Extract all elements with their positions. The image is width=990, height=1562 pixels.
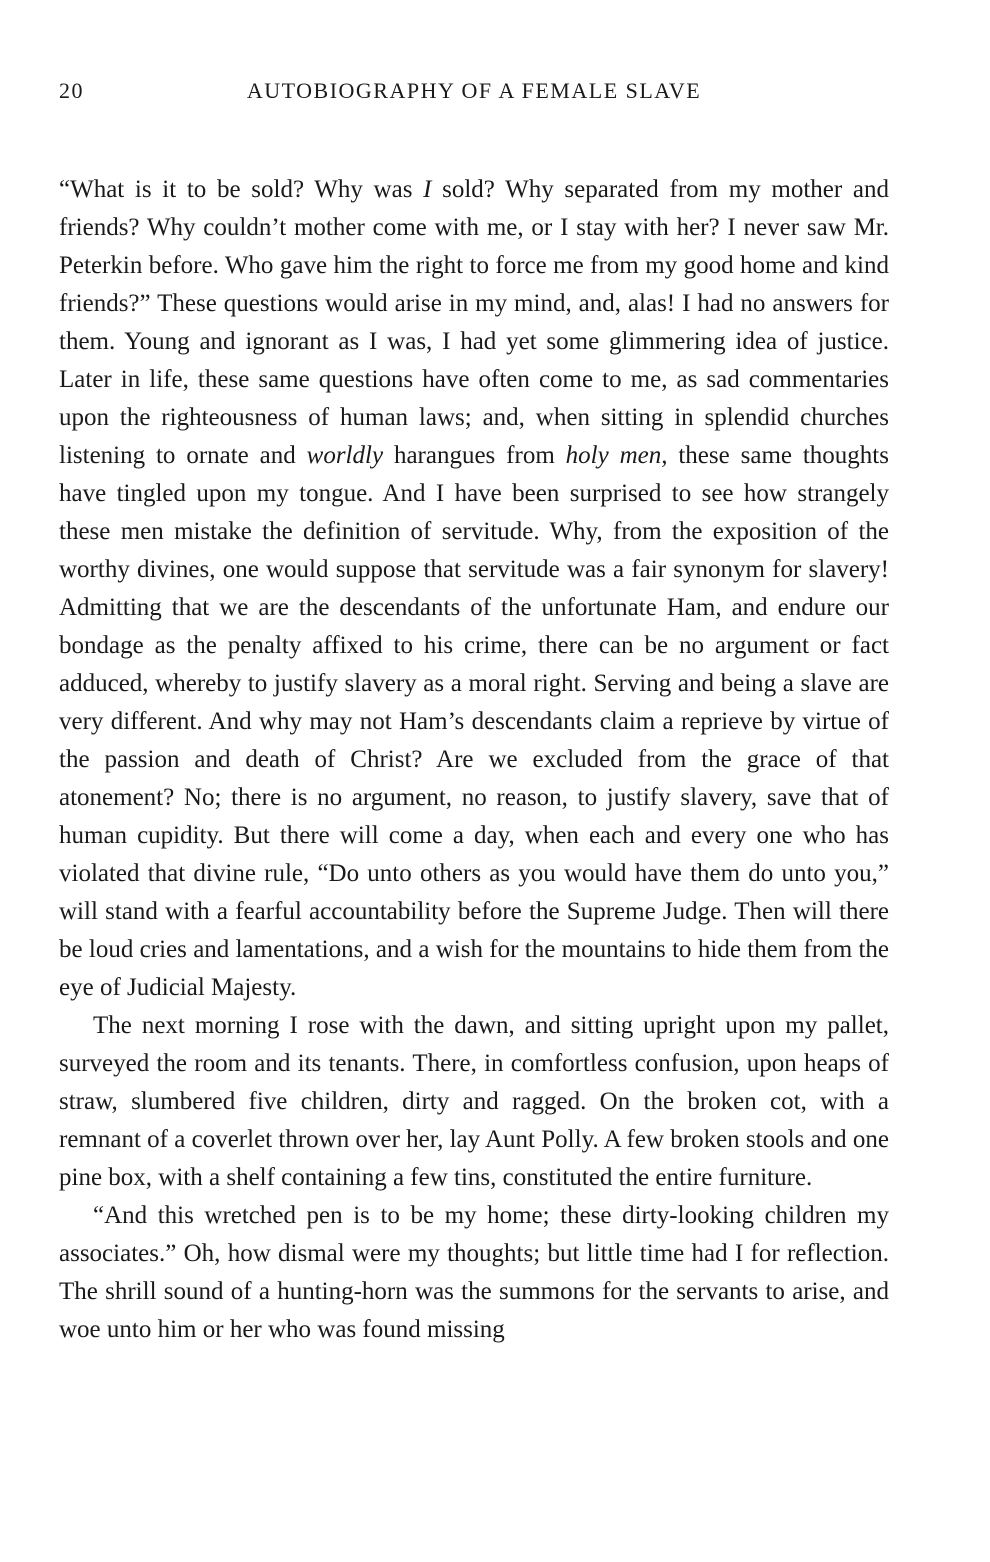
text-run: sold? Why separated from my mother and friends? Why couldn’t mother come with me, or I stay with her? I never saw Mr. Peterkin before. Who gave him the right to force me from my good home and kind friends?” These questions would arise in my mind, and, alas! I had no answers for them. Young and ignorant as I was, I had yet some glimmering idea of justice. Later in life, these same questions have often come to me, as sad commentaries upon the righteousness of human laws; and, when sitting in splendid churches listening to ornate and — [59, 176, 889, 469]
body-text — [59, 171, 889, 1349]
text-run: “And this wretched pen is to be my home; these dirty-looking children my associates.” Oh, how dismal were my thoughts; but little time had I for reflection. The shrill sound of a hunting-horn was the summons for the servants to arise, and woe unto him or her who was found missing — [59, 1202, 889, 1343]
book-page — [59, 78, 889, 1349]
book-title: AUTOBIOGRAPHY OF A FEMALE SLAVE — [246, 78, 702, 103]
paragraph-2 — [59, 1007, 889, 1197]
paragraph-1 — [59, 171, 889, 1007]
text-run: The next morning I rose with the dawn, and sitting upright upon my pallet, surveyed the room and its tenants. There, in comfortless confusion, upon heaps of straw, slumbered five children, dirty and ragged. On the broken cot, with a remnant of a coverlet thrown over her, lay Aunt Polly. A few broken stools and one pine box, with a shelf containing a few tins, constituted the entire furniture. — [59, 1012, 889, 1191]
page-number: 20 — [59, 78, 84, 103]
text-run: these same thoughts have tingled upon my tongue. And I have been surprised to see how strangely these men mistake the definition of servitude. Why, from the exposition of the worthy divines, one would suppose that servitude was a fair synonym for slavery! Admitting that we are the descendants of the unfortunate Ham, and endure our bondage as the penalty affixed to his crime, there can be no argument or fact adduced, whereby to justify slavery as a moral right. Serving and being a slave are very different. And why may not Ham’s descendants claim a reprieve by virtue of the passion and death of Christ? Are we excluded from the grace of that atonement? No; there is no argument, no reason, to justify slavery, save that of human cupidity. But there will come a day, when each and every one who has violated that divine rule, “Do unto others as you would have them do unto you,” will stand with a fearful accountability before the Supreme Judge. Then will there be loud cries and lamentations, and a wish for the mountains to hide them from the eye of Judicial Majesty. — [59, 442, 889, 1001]
text-run: “What is it to be sold? Why was — [59, 176, 424, 203]
text-run: harangues from — [383, 442, 566, 469]
italic-text-run: worldly — [306, 442, 384, 469]
italic-text-run: I — [423, 176, 432, 203]
italic-text-run: holy men, — [565, 442, 668, 469]
paragraph-3 — [59, 1197, 889, 1349]
running-header — [59, 78, 889, 112]
